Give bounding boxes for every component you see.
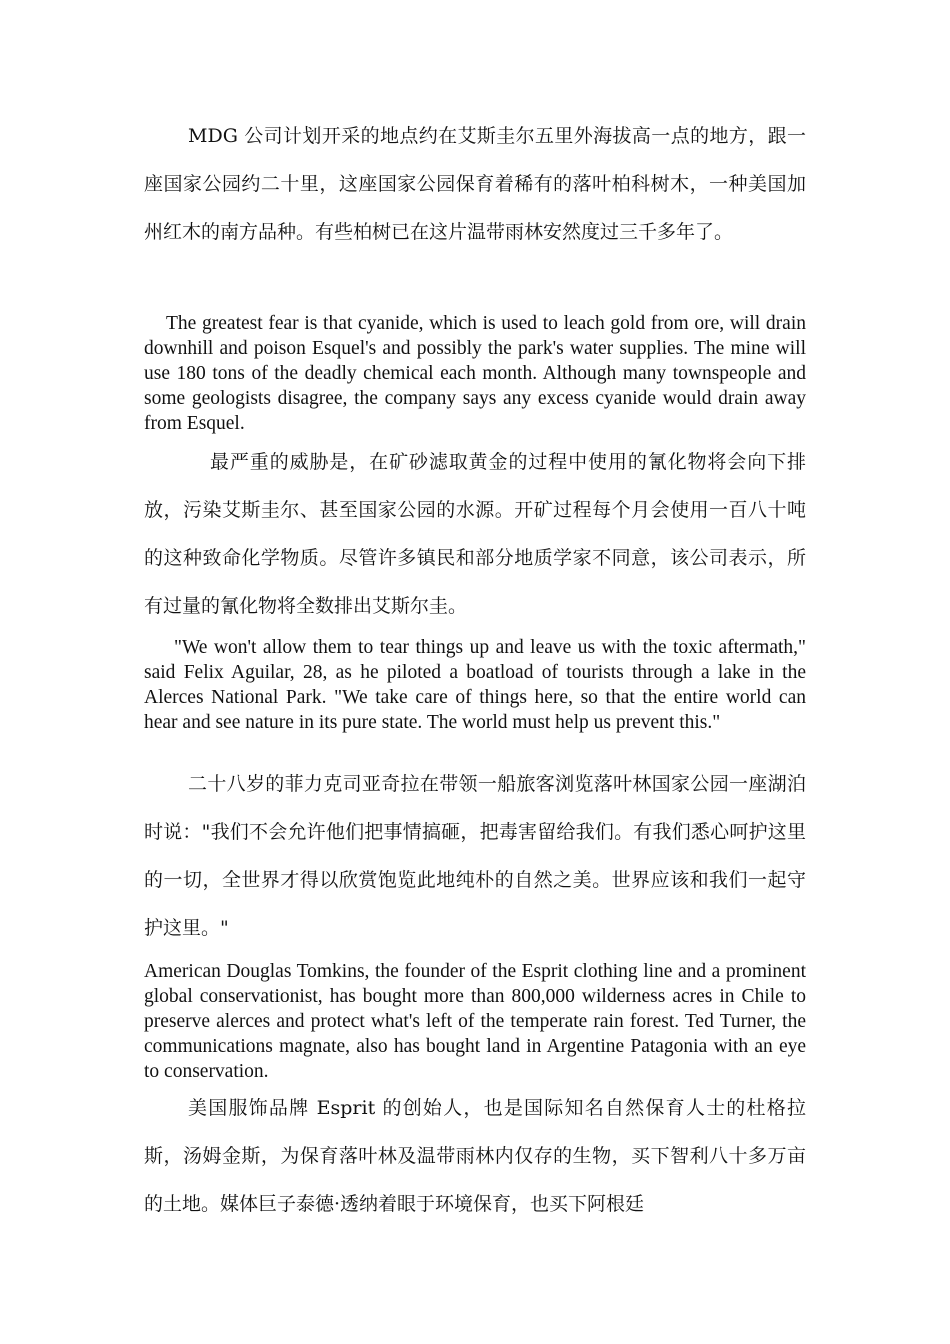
paragraph-chinese-3: 二十八岁的菲力克司亚奇拉在带领一船旅客浏览落叶林国家公园一座湖泊时说："我们不会允许他们把事情搞砸，把毒害留给我们。有我们悉心呵护这里的一切，全世界才得以欣赏饱览此地纯朴的自然之美。世界应该和我们一起守护这里。" <box>144 773 806 939</box>
paragraph-english-2: "We won't allow them to tear things up and leave us with the toxic aftermath," said Felix Aguilar, 28, as he piloted a boatload of tourists through a lake in the Alerces National Park. "We take care of things here, so that the entire world can hear and see nature in its pure state. The world must help us prevent this." <box>144 637 806 733</box>
paragraph-english-1: The greatest fear is that cyanide, which is used to leach gold from ore, will drain downhill and poison Esquel's and possibly the park's water supplies. The mine will use 180 tons of the deadly chemical each month. Although many townspeople and some geologists disagree, the company says any excess cyanide would drain away from Esquel. <box>144 313 806 434</box>
paragraph-english-3: American Douglas Tomkins, the founder of the Esprit clothing line and a prominent global conservationist, has bought more than 800,000 wilderness acres in Chile to preserve alerces and protect what's left of the temperate rain forest. Ted Turner, the communications magnate, also has bought land in Argentine Patagonia with an eye to conservation. <box>144 961 806 1082</box>
paragraph-chinese-4: 美国服饰品牌 Esprit 的创始人，也是国际知名自然保育人士的杜格拉斯，汤姆金斯，为保育落叶林及温带雨林内仅存的生物，买下智利八十多万亩的土地。媒体巨子泰德·透纳着眼于环境保育，也买下阿根廷 <box>144 1097 806 1215</box>
document-page <box>144 0 806 1344</box>
paragraph-chinese-1: MDG 公司计划开采的地点约在艾斯圭尔五里外海拔高一点的地方，跟一座国家公园约二十里，这座国家公园保育着稀有的落叶柏科树木，一种美国加州红木的南方品种。有些柏树已在这片温带雨林安然度过三千多年了。 <box>144 125 806 243</box>
paragraph-chinese-2: 最严重的威胁是，在矿砂滤取黄金的过程中使用的氰化物将会向下排放，污染艾斯圭尔、甚至国家公园的水源。开矿过程每个月会使用一百八十吨的这种致命化学物质。尽管许多镇民和部分地质学家不同意，该公司表示，所有过量的氰化物将全数排出艾斯尔圭。 <box>144 451 806 617</box>
